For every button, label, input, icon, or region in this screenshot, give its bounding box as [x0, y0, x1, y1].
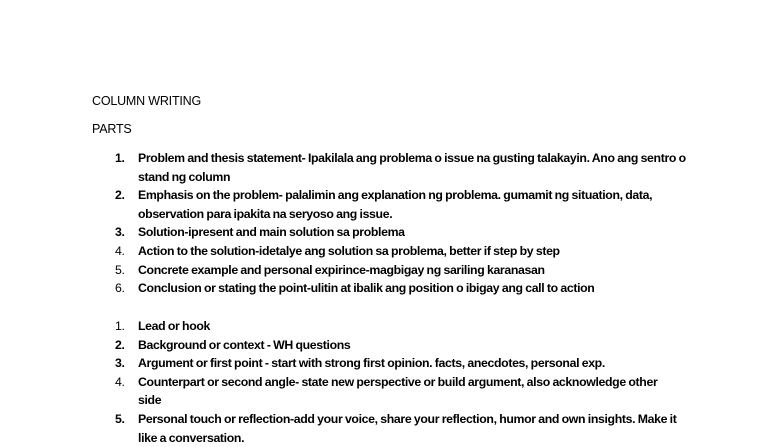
list-item-text: Conclusion or stating the point-ulitin at ibalik ang position o ibigay ang call to action	[138, 281, 595, 296]
parts-list	[112, 149, 712, 298]
list-number: 1.	[115, 319, 125, 333]
list-item-text: Solution-ipresent and main solution sa problema	[138, 225, 405, 240]
list-item	[112, 149, 712, 186]
list-item	[112, 336, 712, 355]
list-number: 2.	[115, 188, 125, 203]
list-item	[112, 373, 712, 410]
list-number: 2.	[115, 337, 125, 352]
list-item-text: Concrete example and personal expirince-magbigay ng sariling karanasan	[138, 262, 545, 277]
list-number: 3.	[115, 356, 125, 371]
list-item	[112, 317, 712, 336]
list-number: 5.	[115, 411, 125, 426]
list-item-text: Counterpart or second angle- state new perspective or build argument, also acknowledge other side	[138, 374, 658, 408]
list-item	[112, 279, 712, 298]
list-number: 6.	[115, 281, 125, 296]
list-item	[112, 354, 712, 373]
list-item	[112, 242, 712, 261]
list-item	[112, 223, 712, 242]
list-item	[112, 261, 712, 280]
list-item-text: Personal touch or reflection-add your voice, share your reflection, humor and own insights. Make it like a conversation.	[138, 411, 677, 445]
list-item-text: Lead or hook	[138, 319, 211, 333]
list-item-text: Background or context - WH questions	[138, 337, 351, 352]
list-item-text: Problem and thesis statement- Ipakilala ang problema o issue na gusting talakayin. Ano ang sentro o stand ng column	[138, 151, 686, 184]
list-item-text: Action to the solution-idetalye ang solution sa problema, better if step by step	[138, 243, 560, 258]
list-item-text: Emphasis on the problem- palalimin ang explanation ng problema. gumamit ng situation, data, observation para ipakita na seryoso ang issue.	[138, 188, 653, 221]
list-number: 1.	[115, 151, 125, 165]
list-item-text: Argument or first point - start with strong first opinion. facts, anecdotes, personal exp.	[138, 356, 605, 371]
list-number: 4.	[115, 243, 125, 258]
list-number: 5.	[115, 262, 125, 277]
document-title: COLUMN WRITING	[92, 94, 201, 108]
list-item	[112, 186, 712, 223]
structure-list	[112, 317, 712, 447]
list-number: 3.	[115, 225, 125, 240]
list-item	[112, 410, 712, 447]
list-number: 4.	[115, 374, 125, 389]
section-heading-parts: PARTS	[92, 122, 132, 136]
